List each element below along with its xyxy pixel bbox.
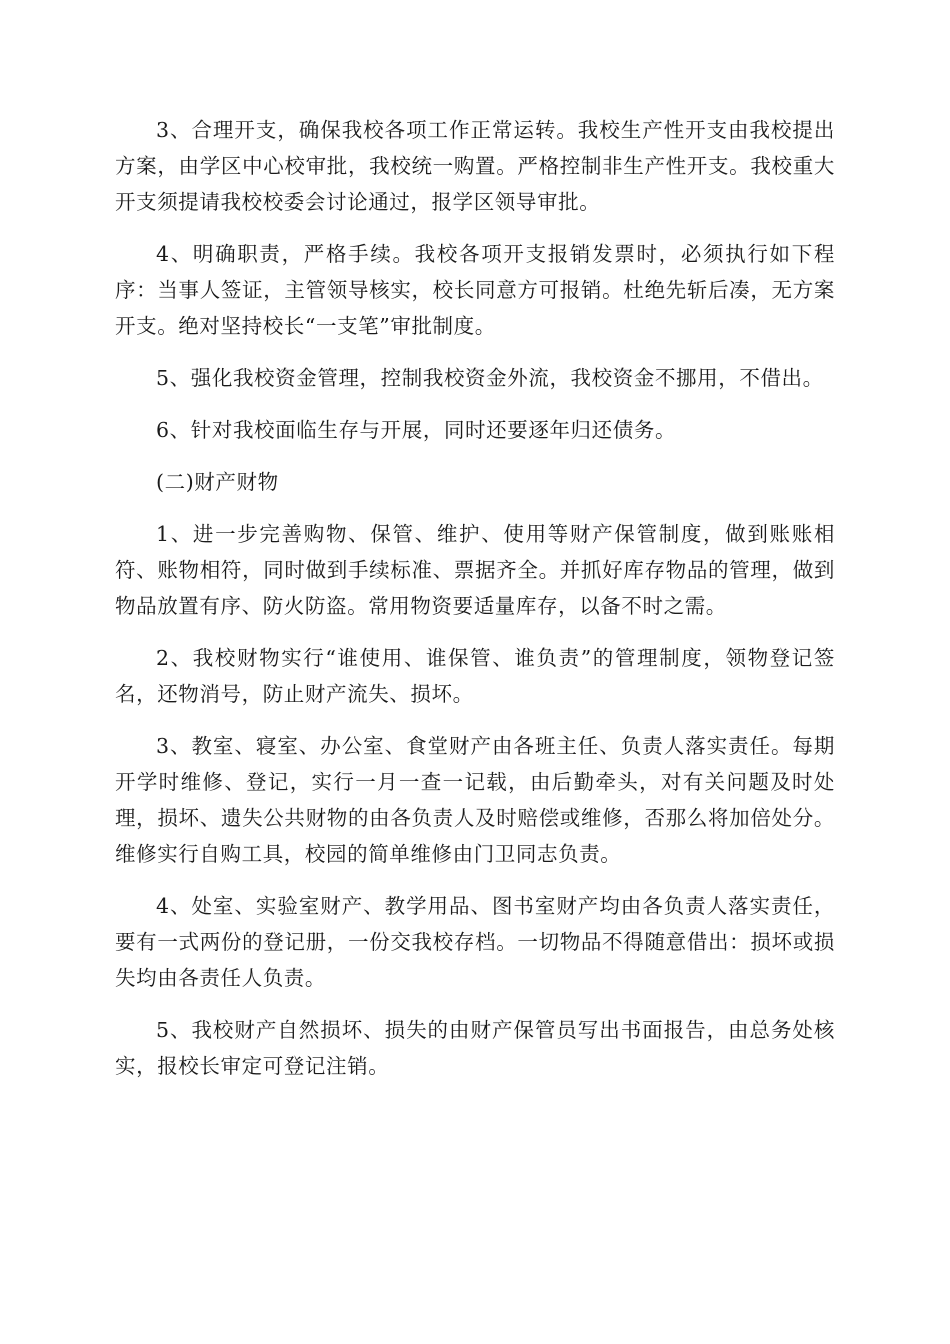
paragraph-property-2: 2、我校财物实行“谁使用、谁保管、谁负责”的管理制度，领物登记签名，还物消号，防止财产流失、损坏。 xyxy=(115,646,835,706)
section-heading-property: (二)财产财物 xyxy=(156,470,279,494)
document-body xyxy=(115,112,835,1100)
paragraph-property-3: 3、教室、寝室、办公室、食堂财产由各班主任、负责人落实责任。每期开学时维修、登记，实行一月一查一记载，由后勤牵头，对有关问题及时处理，损坏、遗失公共财物的由各负责人及时赔偿或维修，否那么将加倍处分。维修实行自购工具，校园的简单维修由门卫同志负责。 xyxy=(115,734,835,866)
paragraph-expense-4: 4、明确职责，严格手续。我校各项开支报销发票时，必须执行如下程序：当事人签证，主管领导核实，校长同意方可报销。杜绝先斩后凑，无方案开支。绝对坚持校长“一支笔”审批制度。 xyxy=(115,242,835,338)
paragraph-property-4: 4、处室、实验室财产、教学用品、图书室财产均由各负责人落实责任，要有一式两份的登记册，一份交我校存档。一切物品不得随意借出：损坏或损失均由各责任人负责。 xyxy=(115,894,835,990)
paragraph-property-1: 1、进一步完善购物、保管、维护、使用等财产保管制度，做到账账相符、账物相符，同时做到手续标准、票据齐全。并抓好库存物品的管理，做到物品放置有序、防火防盗。常用物资要适量库存，以备不时之需。 xyxy=(115,522,835,618)
paragraph-expense-5: 5、强化我校资金管理，控制我校资金外流，我校资金不挪用，不借出。 xyxy=(156,366,824,390)
paragraph-property-5: 5、我校财产自然损坏、损失的由财产保管员写出书面报告，由总务处核实，报校长审定可登记注销。 xyxy=(115,1018,835,1078)
paragraph-expense-6: 6、针对我校面临生存与开展，同时还要逐年归还债务。 xyxy=(156,418,677,442)
paragraph-expense-3: 3、合理开支，确保我校各项工作正常运转。我校生产性开支由我校提出方案，由学区中心校审批，我校统一购置。严格控制非生产性开支。我校重大开支须提请我校校委会讨论通过，报学区领导审批。 xyxy=(115,118,835,214)
